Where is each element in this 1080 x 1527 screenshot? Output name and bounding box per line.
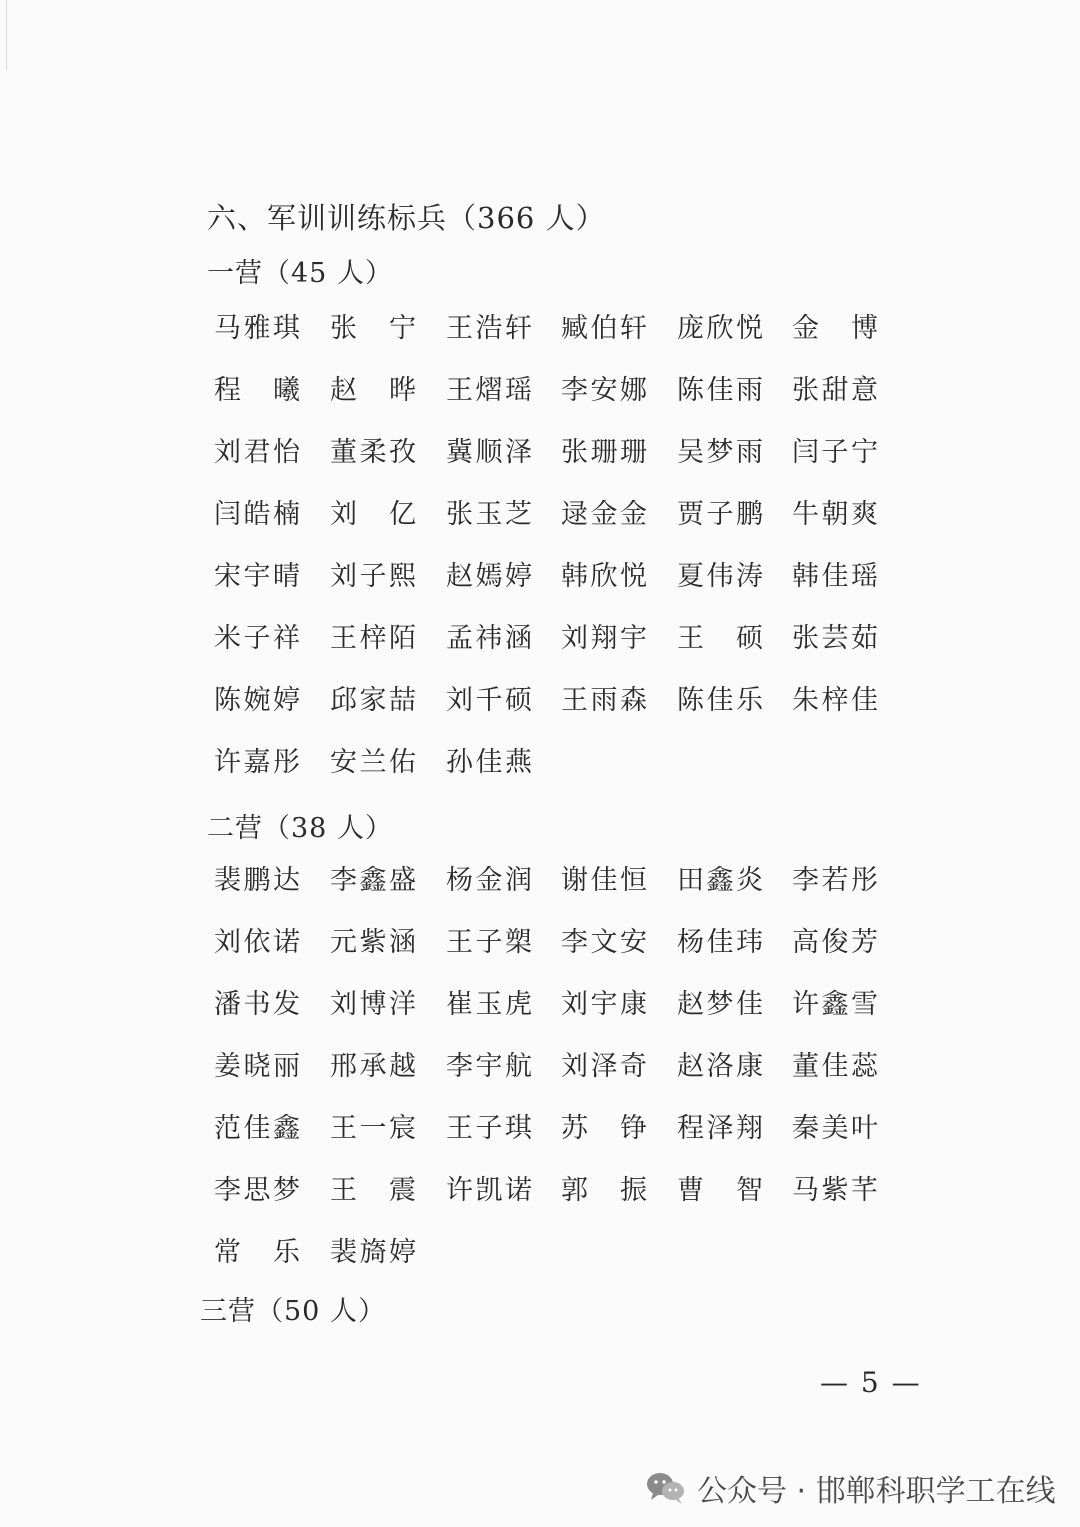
student-name: 程 泽 翔	[677, 1113, 763, 1144]
student-name: 王 一 宸	[330, 1113, 416, 1144]
student-name: 姜 晓 丽	[214, 1051, 300, 1082]
student-name: 安 兰 佑	[330, 747, 416, 778]
name-row	[0, 615, 1080, 665]
student-name: 郭 振	[561, 1175, 647, 1206]
student-name: 李 思 梦	[214, 1175, 300, 1206]
student-name: 赵 嫣 婷	[446, 561, 532, 592]
student-name: 范 佳 鑫	[214, 1113, 300, 1144]
student-name: 谢 佳 恒	[561, 865, 647, 896]
student-name: 王 浩 轩	[446, 313, 532, 344]
student-name: 米 子 祥	[214, 623, 300, 654]
student-name: 刘 子 熙	[330, 561, 416, 592]
student-name: 韩 佳 瑶	[792, 561, 878, 592]
student-name: 董 佳 蕊	[792, 1051, 878, 1082]
student-name: 张 芸 茹	[792, 623, 878, 654]
student-name: 逯 金 金	[561, 499, 647, 530]
student-name: 裴 旖 婷	[330, 1237, 416, 1268]
student-name: 刘 博 洋	[330, 989, 416, 1020]
student-name: 赵 晔	[330, 375, 416, 406]
student-name: 张 甜 意	[792, 375, 878, 406]
student-name: 张 宁	[330, 313, 416, 344]
student-name: 高 俊 芳	[792, 927, 878, 958]
student-name: 马 紫 芊	[792, 1175, 878, 1206]
group-title-3: 三营（50 人）	[200, 1296, 386, 1327]
student-name: 刘 泽 奇	[561, 1051, 647, 1082]
student-name: 吴 梦 雨	[677, 437, 763, 468]
page-number: — 5 —	[820, 1366, 922, 1399]
wechat-icon	[645, 1470, 687, 1506]
page-left-edge-line	[6, 0, 7, 70]
student-name: 陈 佳 雨	[677, 375, 763, 406]
student-name: 杨 佳 玮	[677, 927, 763, 958]
name-row	[0, 553, 1080, 603]
section-title: 六、军训训练标兵（366 人）	[207, 201, 606, 235]
student-name: 宋 宇 晴	[214, 561, 300, 592]
student-name: 王 梓 陌	[330, 623, 416, 654]
student-name: 金 博	[792, 313, 878, 344]
student-name: 刘 千 硕	[446, 685, 532, 716]
student-name: 曹 智	[677, 1175, 763, 1206]
wechat-watermark	[645, 1464, 1056, 1512]
name-row	[0, 677, 1080, 727]
student-name: 韩 欣 悦	[561, 561, 647, 592]
student-name: 杨 金 润	[446, 865, 532, 896]
student-name: 苏 铮	[561, 1113, 647, 1144]
student-name: 李 宇 航	[446, 1051, 532, 1082]
student-name: 常 乐	[214, 1237, 300, 1268]
student-name: 庞 欣 悦	[677, 313, 763, 344]
name-row	[0, 1105, 1080, 1155]
student-name: 李 鑫 盛	[330, 865, 416, 896]
student-name: 崔 玉 虎	[446, 989, 532, 1020]
student-name: 赵 梦 佳	[677, 989, 763, 1020]
student-name: 刘 亿	[330, 499, 416, 530]
student-name: 李 安 娜	[561, 375, 647, 406]
name-row	[0, 1043, 1080, 1093]
student-name: 许 鑫 雪	[792, 989, 878, 1020]
name-row	[0, 1229, 1080, 1279]
student-name: 陈 婉 婷	[214, 685, 300, 716]
name-row	[0, 739, 1080, 789]
group-title-1: 一营（45 人）	[207, 258, 393, 289]
student-name: 秦 美 叶	[792, 1113, 878, 1144]
student-name: 贾 子 鹏	[677, 499, 763, 530]
student-name: 裴 鹏 达	[214, 865, 300, 896]
student-name: 闫 皓 楠	[214, 499, 300, 530]
student-name: 王 雨 森	[561, 685, 647, 716]
student-name: 张 玉 芝	[446, 499, 532, 530]
student-name: 冀 顺 泽	[446, 437, 532, 468]
name-row	[0, 305, 1080, 355]
group-title-2: 二营（38 人）	[207, 813, 393, 844]
student-name: 夏 伟 涛	[677, 561, 763, 592]
student-name: 朱 梓 佳	[792, 685, 878, 716]
name-row	[0, 429, 1080, 479]
student-name: 闫 子 宁	[792, 437, 878, 468]
student-name: 刘 翔 宇	[561, 623, 647, 654]
student-name: 赵 洛 康	[677, 1051, 763, 1082]
student-name: 邱 家 喆	[330, 685, 416, 716]
student-name: 许 凯 诺	[446, 1175, 532, 1206]
student-name: 许 嘉 彤	[214, 747, 300, 778]
student-name: 董 柔 孜	[330, 437, 416, 468]
student-name: 牛 朝 爽	[792, 499, 878, 530]
student-name: 王 熠 瑶	[446, 375, 532, 406]
student-name: 邢 承 越	[330, 1051, 416, 1082]
student-name: 王 子 槊	[446, 927, 532, 958]
student-name: 孟 祎 涵	[446, 623, 532, 654]
student-name: 陈 佳 乐	[677, 685, 763, 716]
student-name: 李 文 安	[561, 927, 647, 958]
student-name: 张 珊 珊	[561, 437, 647, 468]
student-name: 刘 宇 康	[561, 989, 647, 1020]
student-name: 王 子 琪	[446, 1113, 532, 1144]
student-name: 臧 伯 轩	[561, 313, 647, 344]
student-name: 王 震	[330, 1175, 416, 1206]
student-name: 刘 依 诺	[214, 927, 300, 958]
name-row	[0, 981, 1080, 1031]
name-row	[0, 491, 1080, 541]
student-name: 马 雅 琪	[214, 313, 300, 344]
student-name: 元 紫 涵	[330, 927, 416, 958]
student-name: 程 曦	[214, 375, 300, 406]
name-row	[0, 367, 1080, 417]
student-name: 王 硕	[677, 623, 763, 654]
name-row	[0, 857, 1080, 907]
student-name: 潘 书 发	[214, 989, 300, 1020]
student-name: 孙 佳 燕	[446, 747, 532, 778]
student-name: 李 若 彤	[792, 865, 878, 896]
student-name: 田 鑫 炎	[677, 865, 763, 896]
name-row	[0, 919, 1080, 969]
watermark-text: 公众号 · 邯郸科职学工在线	[697, 1474, 1056, 1509]
student-name: 刘 君 怡	[214, 437, 300, 468]
name-row	[0, 1167, 1080, 1217]
